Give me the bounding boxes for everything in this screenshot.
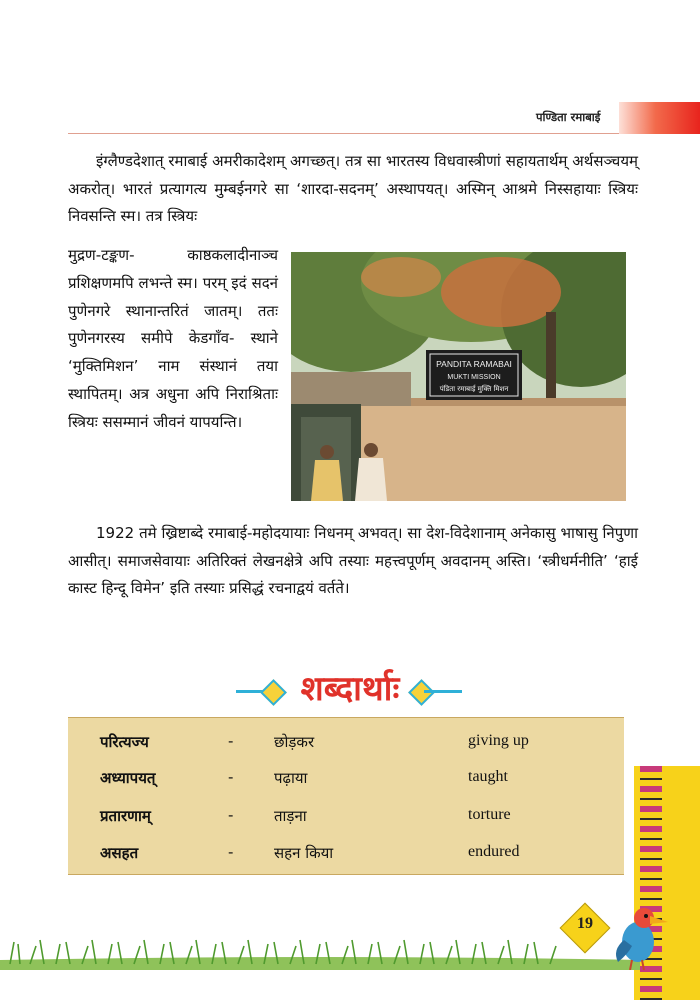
header-color-bar [619, 102, 700, 134]
grass-decoration [0, 930, 640, 970]
vocab-row [68, 835, 624, 869]
vocab-word: अध्यापयत् [100, 769, 156, 787]
sign-line-3: पंडिता रमाबाई मुक्ति मिशन [439, 385, 509, 393]
diamond-left-icon [260, 679, 287, 706]
page-number: 19 [577, 915, 593, 932]
vocab-row [68, 798, 624, 832]
paragraph-1 [68, 148, 638, 231]
mukti-mission-photo [291, 252, 626, 501]
header-rule [68, 133, 700, 134]
vocab-english: torture [468, 806, 511, 823]
left-column-text: मुद्रण-टङ्कण- काष्ठकलादीनाञ्च प्रशिक्षणमपि लभन्ते स्म। परम् इदं सदनं पुणेनगरे स्थानान्तरितं जातम्। ततः पुणेनगरस्य समीपे केडगाँव- स्थाने ‘मुक्तिमिशन’ नाम संस्थानं तया स्थापितम्। अत्र अधुना अपि निराश्रिताः स्त्रियः ससम्मानं जीवनं यापयन्ति। [68, 246, 278, 431]
vocab-title-section [0, 668, 700, 718]
paragraph-2 [68, 520, 638, 603]
vocab-english: giving up [468, 732, 529, 749]
vocab-dash: - [228, 768, 234, 786]
vocab-word: प्रतारणाम् [100, 807, 151, 825]
vocab-hindi: छोड़कर [274, 733, 315, 751]
vocab-dash: - [228, 806, 234, 824]
vocab-english: taught [468, 768, 508, 785]
paragraph-1-text: इंग्लैण्डदेशात् रमाबाई अमरीकादेशम् अगच्छत्। तत्र सा भारतस्य विधवास्त्रीणां सहायतार्थम् अर्थसञ्चयम् अकरोत्। भारतं प्रत्यागत्य मुम्बईनगरे सा ‘शारदा-सदनम्’ अस्थापयत्। अस्मिन् आश्रमे निस्सहायाः स्त्रियः निवसन्ति स्म। तत्र स्त्रियः [68, 152, 638, 225]
vocab-table [68, 717, 624, 875]
photo-illustration [291, 252, 626, 501]
bird-icon [610, 900, 670, 970]
title-line-right [424, 690, 462, 693]
vocab-row [68, 760, 624, 794]
vocab-word: परित्यज्य [100, 733, 149, 751]
sign-line-2: MUKTI MISSION [447, 374, 501, 381]
paragraph-2-text: 1922 तमे ख्रिष्टाब्दे रमाबाई-महोदयायाः निधनम् अभवत्। सा देश-विदेशानाम् अनेकासु भाषासु निपुणा आसीत्। समाजसेवायाः अतिरिक्तं लेखनक्षेत्रे अपि तस्याः महत्त्वपूर्णम् अवदानम् अस्ति। ‘स्त्रीधर्मनीति’ ‘हाई कास्ट हिन्दू विमेन’ इति तस्याः प्रसिद्धं रचनाद्वयं वर्तते। [68, 524, 638, 597]
vocab-hindi: ताड़ना [274, 807, 307, 825]
vocab-hindi: सहन किया [274, 844, 334, 862]
chapter-header: पण्डिता रमाबाई [536, 110, 601, 124]
vocab-word: असहत [100, 844, 139, 862]
vocab-dash: - [228, 843, 234, 861]
vocab-dash: - [228, 732, 234, 750]
vocab-hindi: पढ़ाया [274, 769, 308, 787]
sign-line-1: PANDITA RAMABAI [436, 359, 512, 369]
vocab-english: endured [468, 843, 520, 860]
vocab-row [68, 724, 624, 758]
vocab-title: शब्दार्थाः [300, 669, 400, 709]
